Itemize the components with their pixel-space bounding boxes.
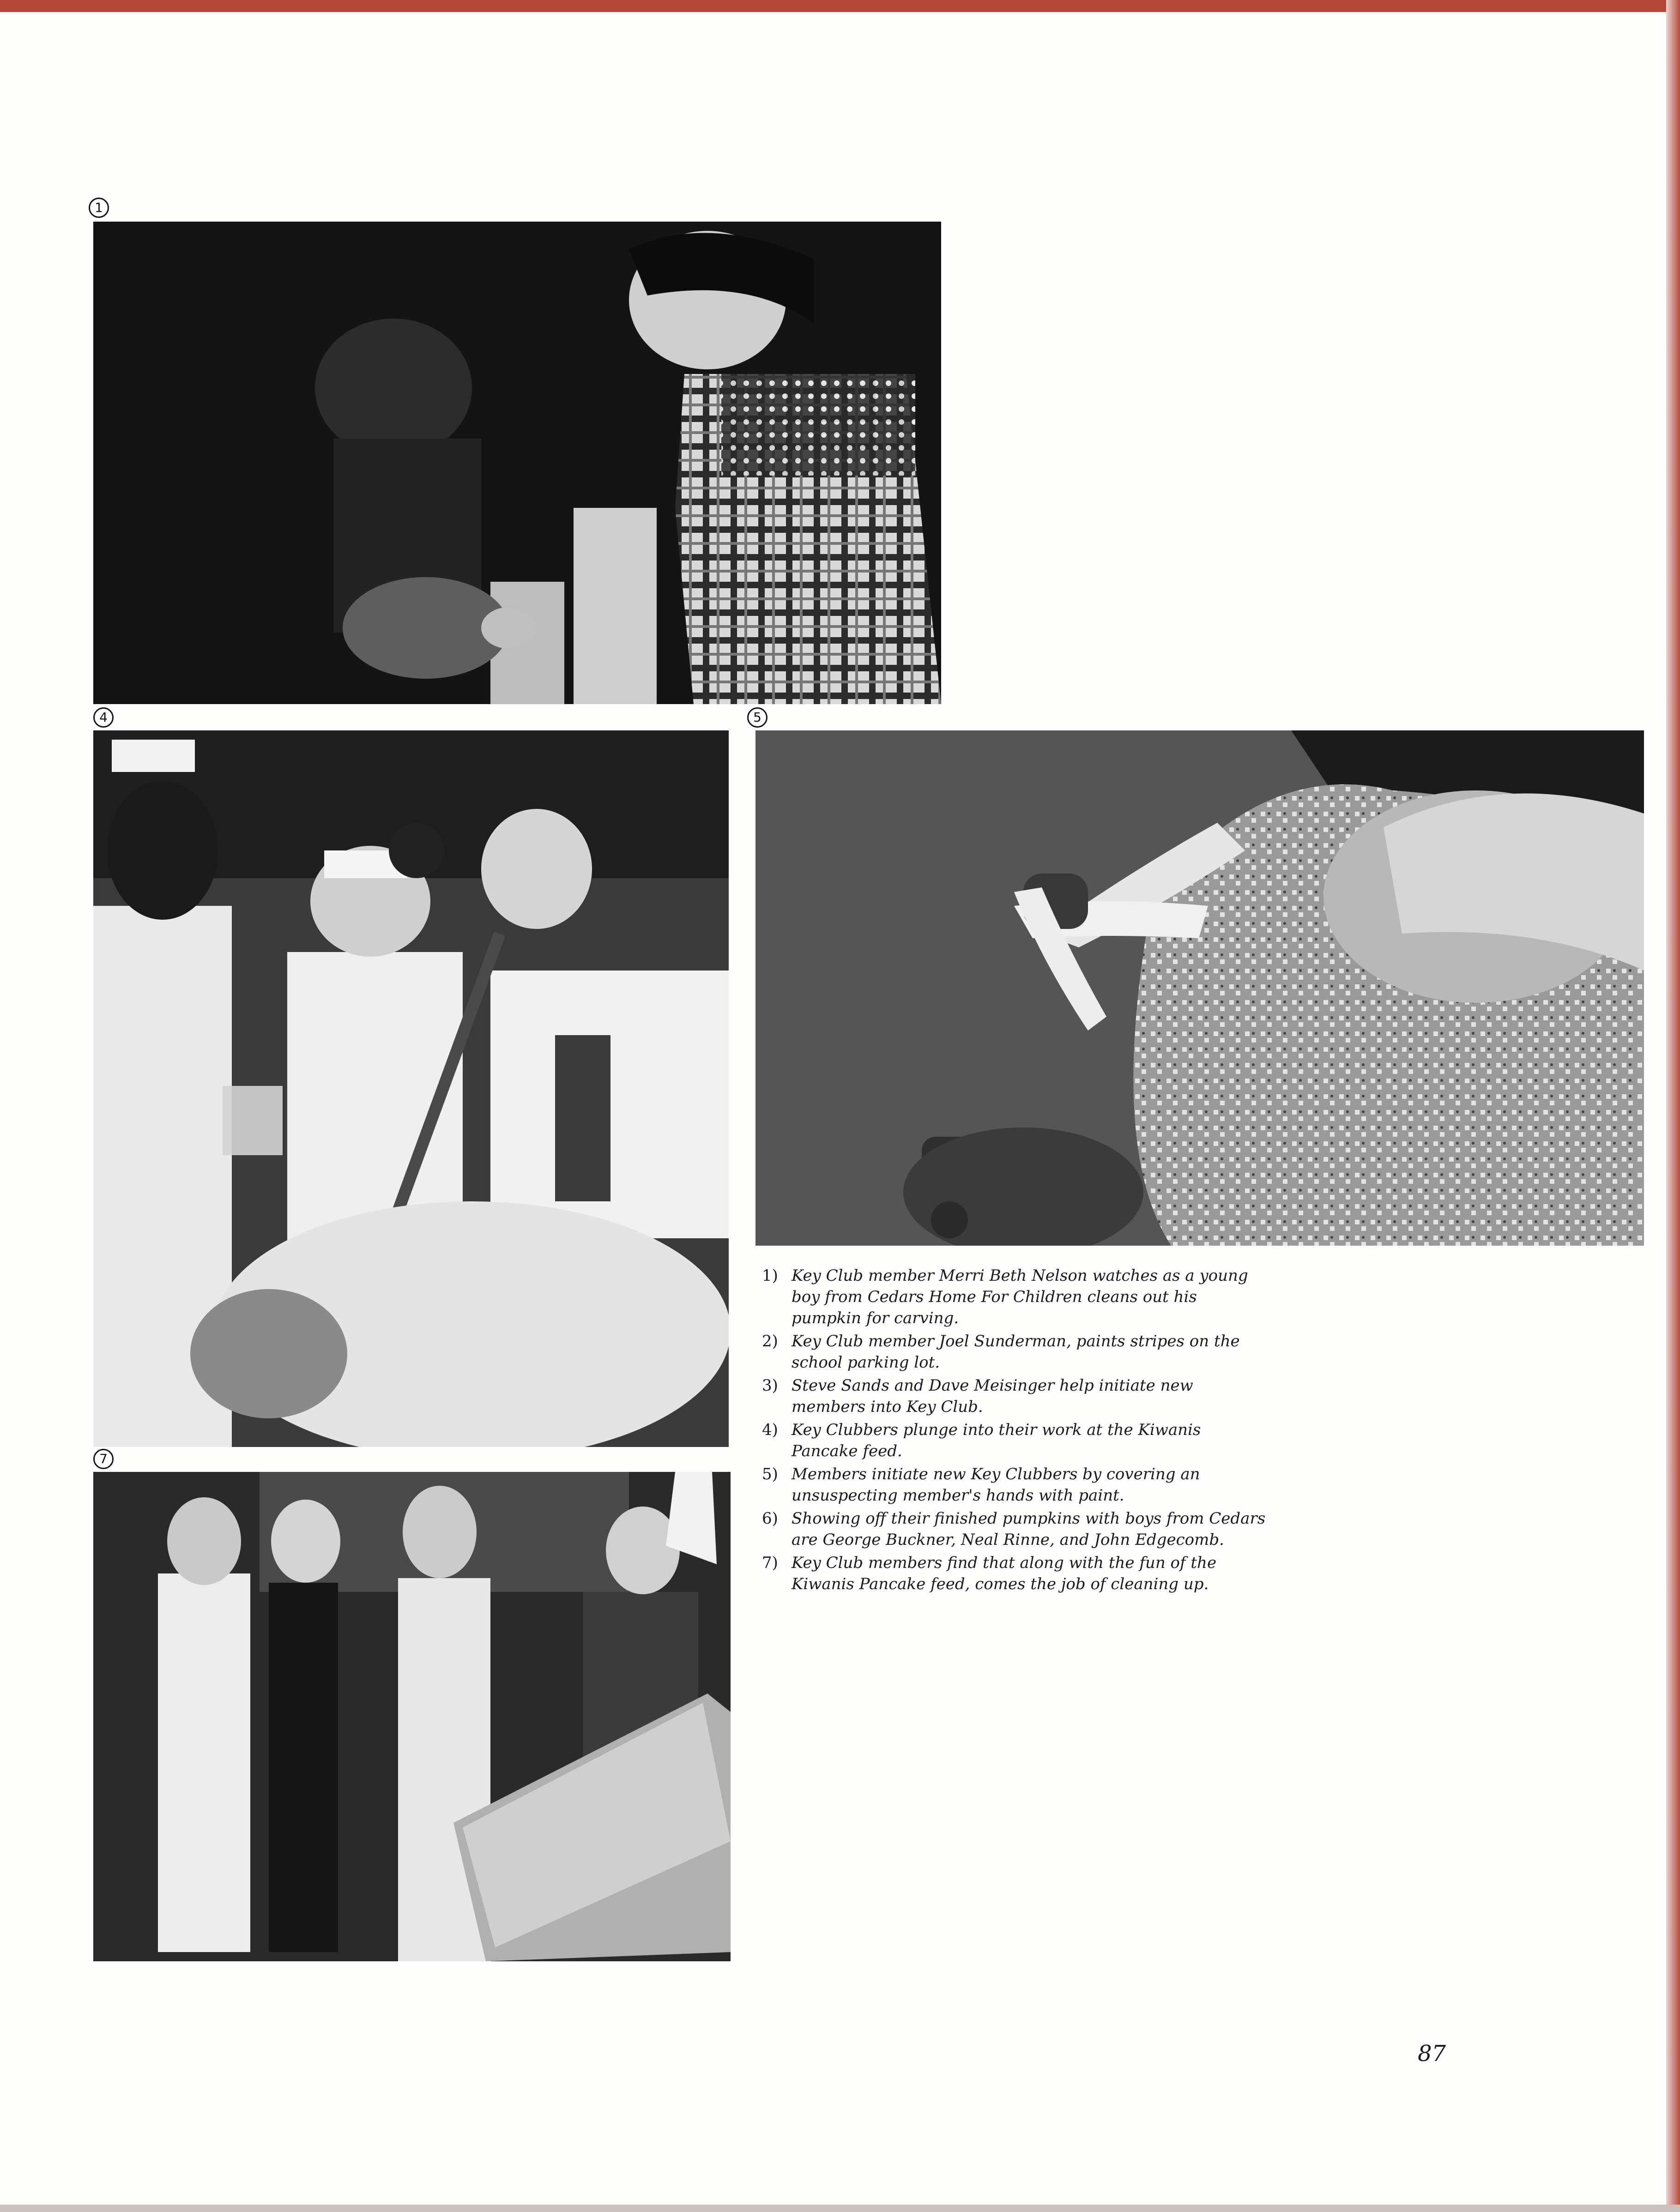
caption-item (762, 1552, 1270, 1595)
photo-number-7: 7 (93, 1449, 114, 1469)
caption-text: Key Club member Joel Sunderman, paints stripes on the school parking lot. (792, 1332, 1240, 1372)
caption-number: 4) (762, 1421, 778, 1439)
book-binding-top (0, 0, 1680, 12)
photo-paint-initiation (755, 730, 1644, 1246)
book-binding-bottom (0, 2205, 1680, 2212)
caption-text: Key Club member Merri Beth Nelson watches as a young boy from Cedars Home For Children cleans out his pumpkin for carving. (792, 1266, 1248, 1327)
photo-number-4: 4 (93, 707, 114, 728)
photo-pancake-feed-image (93, 730, 729, 1447)
caption-number: 2) (762, 1332, 778, 1350)
book-binding-right (1666, 0, 1680, 2212)
caption-number: 3) (762, 1376, 778, 1395)
caption-item (762, 1419, 1270, 1462)
photo-cleaning-up-image (93, 1472, 731, 1961)
caption-number: 1) (762, 1266, 778, 1285)
photo-paint-initiation-image (755, 730, 1644, 1246)
caption-text: Key Clubbers plunge into their work at the Kiwanis Pancake feed. (792, 1421, 1201, 1460)
caption-number: 5) (762, 1465, 778, 1483)
photo-pumpkin-carving-image (93, 222, 941, 704)
caption-text: Showing off their finished pumpkins with boys from Cedars are George Buckner, Neal Rinne, and John Edgecomb. (792, 1509, 1266, 1549)
caption-text: Key Club members find that along with the fun of the Kiwanis Pancake feed, comes the job of cleaning up. (792, 1554, 1217, 1593)
caption-item (762, 1265, 1270, 1329)
caption-text: Steve Sands and Dave Meisinger help initiate new members into Key Club. (792, 1376, 1193, 1416)
caption-item (762, 1464, 1270, 1506)
caption-number: 7) (762, 1554, 778, 1572)
photo-pumpkin-carving (93, 222, 941, 704)
caption-text: Members initiate new Key Clubbers by covering an unsuspecting member's hands with paint. (792, 1465, 1200, 1505)
photo-pancake-feed (93, 730, 729, 1447)
caption-number: 6) (762, 1509, 778, 1528)
caption-list (762, 1265, 1270, 1597)
photo-number-1: 1 (89, 198, 109, 218)
photo-cleaning-up (93, 1472, 731, 1961)
photo-number-5: 5 (747, 707, 767, 728)
page-number: 87 (1418, 2041, 1446, 2067)
caption-item (762, 1508, 1270, 1550)
caption-item (762, 1375, 1270, 1417)
caption-item (762, 1331, 1270, 1373)
